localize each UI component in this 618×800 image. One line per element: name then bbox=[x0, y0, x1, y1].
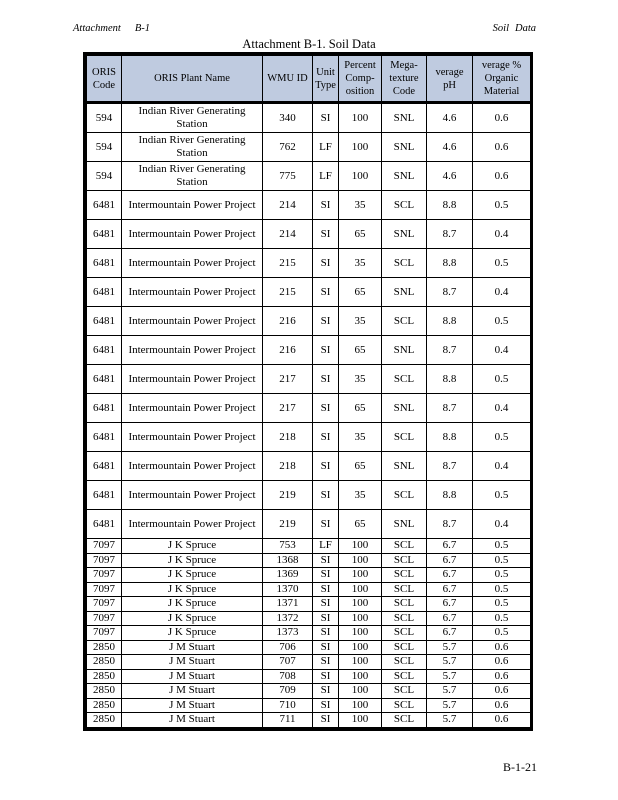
page-number: B-1-21 bbox=[503, 760, 537, 774]
cell-plant-name: Indian River Generating Station bbox=[122, 133, 263, 162]
cell-percent: 100 bbox=[339, 713, 382, 728]
cell-ph: 8.8 bbox=[427, 249, 473, 278]
header-soil-label: Soil bbox=[492, 23, 509, 34]
cell-wmu-id: 1373 bbox=[263, 626, 313, 641]
cell-oris-code: 6481 bbox=[87, 423, 122, 452]
cell-wmu-id: 215 bbox=[263, 249, 313, 278]
cell-oris-code: 7097 bbox=[87, 582, 122, 597]
cell-percent: 100 bbox=[339, 640, 382, 655]
col-header-oris-code: ORIS Code bbox=[87, 56, 122, 103]
cell-organic: 0.5 bbox=[473, 191, 531, 220]
cell-plant-name: J K Spruce bbox=[122, 553, 263, 568]
table-row bbox=[87, 481, 531, 510]
cell-plant-name: J K Spruce bbox=[122, 611, 263, 626]
cell-oris-code: 7097 bbox=[87, 539, 122, 554]
cell-organic: 0.6 bbox=[473, 698, 531, 713]
cell-plant-name: Intermountain Power Project bbox=[122, 220, 263, 249]
cell-oris-code: 6481 bbox=[87, 510, 122, 539]
cell-percent: 100 bbox=[339, 582, 382, 597]
cell-plant-name: J M Stuart bbox=[122, 698, 263, 713]
cell-organic: 0.4 bbox=[473, 220, 531, 249]
cell-oris-code: 7097 bbox=[87, 553, 122, 568]
table-row bbox=[87, 626, 531, 641]
table-row bbox=[87, 669, 531, 684]
cell-wmu-id: 775 bbox=[263, 162, 313, 191]
cell-ph: 8.8 bbox=[427, 365, 473, 394]
cell-unit-type: SI bbox=[313, 582, 339, 597]
cell-unit-type: LF bbox=[313, 162, 339, 191]
cell-texture-code: SCL bbox=[382, 539, 427, 554]
cell-plant-name: Intermountain Power Project bbox=[122, 452, 263, 481]
cell-unit-type: SI bbox=[313, 510, 339, 539]
cell-percent: 100 bbox=[339, 539, 382, 554]
table-row bbox=[87, 611, 531, 626]
cell-plant-name: Intermountain Power Project bbox=[122, 481, 263, 510]
cell-oris-code: 7097 bbox=[87, 597, 122, 612]
cell-texture-code: SNL bbox=[382, 394, 427, 423]
header-attachment-number: B-1 bbox=[134, 23, 150, 34]
cell-organic: 0.4 bbox=[473, 394, 531, 423]
table-row bbox=[87, 191, 531, 220]
cell-oris-code: 594 bbox=[87, 162, 122, 191]
cell-organic: 0.6 bbox=[473, 162, 531, 191]
cell-texture-code: SCL bbox=[382, 191, 427, 220]
table-row bbox=[87, 568, 531, 583]
table-row bbox=[87, 220, 531, 249]
cell-oris-code: 6481 bbox=[87, 191, 122, 220]
col-header-megatexture-code: Mega-texture Code bbox=[382, 56, 427, 103]
running-header-left bbox=[73, 23, 164, 34]
cell-unit-type: SI bbox=[313, 568, 339, 583]
cell-percent: 100 bbox=[339, 626, 382, 641]
col-header-wmu-id: WMU ID bbox=[263, 56, 313, 103]
soil-data-table-container bbox=[83, 52, 533, 731]
cell-wmu-id: 219 bbox=[263, 481, 313, 510]
running-header-right bbox=[487, 23, 536, 34]
col-header-average-ph: verage pH bbox=[427, 56, 473, 103]
cell-organic: 0.5 bbox=[473, 582, 531, 597]
cell-unit-type: SI bbox=[313, 698, 339, 713]
cell-wmu-id: 217 bbox=[263, 365, 313, 394]
cell-plant-name: J K Spruce bbox=[122, 626, 263, 641]
cell-plant-name: Intermountain Power Project bbox=[122, 278, 263, 307]
cell-oris-code: 2850 bbox=[87, 655, 122, 670]
cell-oris-code: 6481 bbox=[87, 249, 122, 278]
cell-percent: 100 bbox=[339, 553, 382, 568]
col-header-average-organic: verage % Organic Material bbox=[473, 56, 531, 103]
cell-texture-code: SCL bbox=[382, 669, 427, 684]
cell-plant-name: Intermountain Power Project bbox=[122, 365, 263, 394]
cell-plant-name: Intermountain Power Project bbox=[122, 510, 263, 539]
cell-wmu-id: 708 bbox=[263, 669, 313, 684]
cell-organic: 0.5 bbox=[473, 611, 531, 626]
cell-ph: 8.7 bbox=[427, 220, 473, 249]
cell-wmu-id: 706 bbox=[263, 640, 313, 655]
cell-ph: 8.8 bbox=[427, 307, 473, 336]
table-row bbox=[87, 278, 531, 307]
cell-wmu-id: 214 bbox=[263, 220, 313, 249]
cell-unit-type: LF bbox=[313, 539, 339, 554]
cell-oris-code: 594 bbox=[87, 103, 122, 133]
cell-ph: 8.8 bbox=[427, 191, 473, 220]
table-row bbox=[87, 713, 531, 728]
cell-ph: 6.7 bbox=[427, 568, 473, 583]
table-header-row bbox=[87, 56, 531, 103]
cell-wmu-id: 753 bbox=[263, 539, 313, 554]
cell-organic: 0.4 bbox=[473, 278, 531, 307]
cell-percent: 35 bbox=[339, 423, 382, 452]
cell-organic: 0.5 bbox=[473, 553, 531, 568]
cell-oris-code: 2850 bbox=[87, 669, 122, 684]
cell-ph: 8.7 bbox=[427, 336, 473, 365]
cell-ph: 6.7 bbox=[427, 626, 473, 641]
cell-ph: 6.7 bbox=[427, 582, 473, 597]
cell-ph: 8.7 bbox=[427, 278, 473, 307]
cell-unit-type: SI bbox=[313, 713, 339, 728]
cell-organic: 0.5 bbox=[473, 481, 531, 510]
table-row bbox=[87, 103, 531, 133]
cell-oris-code: 7097 bbox=[87, 568, 122, 583]
cell-texture-code: SNL bbox=[382, 133, 427, 162]
cell-unit-type: SI bbox=[313, 423, 339, 452]
cell-wmu-id: 710 bbox=[263, 698, 313, 713]
cell-texture-code: SNL bbox=[382, 103, 427, 133]
cell-percent: 65 bbox=[339, 510, 382, 539]
cell-unit-type: SI bbox=[313, 481, 339, 510]
cell-percent: 100 bbox=[339, 597, 382, 612]
cell-texture-code: SNL bbox=[382, 162, 427, 191]
cell-organic: 0.6 bbox=[473, 655, 531, 670]
table-row bbox=[87, 655, 531, 670]
cell-texture-code: SCL bbox=[382, 249, 427, 278]
cell-percent: 65 bbox=[339, 452, 382, 481]
cell-plant-name: Indian River Generating Station bbox=[122, 103, 263, 133]
cell-ph: 5.7 bbox=[427, 640, 473, 655]
cell-unit-type: SI bbox=[313, 626, 339, 641]
table-row bbox=[87, 684, 531, 699]
cell-unit-type: SI bbox=[313, 336, 339, 365]
cell-wmu-id: 219 bbox=[263, 510, 313, 539]
cell-oris-code: 6481 bbox=[87, 278, 122, 307]
cell-plant-name: J M Stuart bbox=[122, 655, 263, 670]
cell-unit-type: SI bbox=[313, 249, 339, 278]
cell-unit-type: SI bbox=[313, 103, 339, 133]
cell-percent: 65 bbox=[339, 278, 382, 307]
cell-wmu-id: 1368 bbox=[263, 553, 313, 568]
cell-ph: 4.6 bbox=[427, 103, 473, 133]
cell-texture-code: SCL bbox=[382, 611, 427, 626]
col-header-unit-type: Unit Type bbox=[313, 56, 339, 103]
cell-oris-code: 6481 bbox=[87, 336, 122, 365]
cell-plant-name: Indian River Generating Station bbox=[122, 162, 263, 191]
cell-plant-name: Intermountain Power Project bbox=[122, 336, 263, 365]
cell-plant-name: J K Spruce bbox=[122, 568, 263, 583]
cell-ph: 5.7 bbox=[427, 684, 473, 699]
cell-organic: 0.5 bbox=[473, 249, 531, 278]
cell-ph: 8.7 bbox=[427, 510, 473, 539]
cell-percent: 100 bbox=[339, 669, 382, 684]
cell-percent: 100 bbox=[339, 568, 382, 583]
cell-wmu-id: 1371 bbox=[263, 597, 313, 612]
cell-ph: 6.7 bbox=[427, 597, 473, 612]
cell-wmu-id: 711 bbox=[263, 713, 313, 728]
cell-wmu-id: 216 bbox=[263, 307, 313, 336]
cell-ph: 8.8 bbox=[427, 481, 473, 510]
cell-texture-code: SCL bbox=[382, 423, 427, 452]
cell-ph: 8.7 bbox=[427, 394, 473, 423]
cell-unit-type: SI bbox=[313, 220, 339, 249]
cell-texture-code: SCL bbox=[382, 307, 427, 336]
cell-percent: 35 bbox=[339, 191, 382, 220]
cell-organic: 0.5 bbox=[473, 626, 531, 641]
cell-wmu-id: 1370 bbox=[263, 582, 313, 597]
cell-organic: 0.6 bbox=[473, 133, 531, 162]
cell-wmu-id: 217 bbox=[263, 394, 313, 423]
cell-unit-type: SI bbox=[313, 669, 339, 684]
cell-plant-name: J M Stuart bbox=[122, 713, 263, 728]
cell-texture-code: SNL bbox=[382, 452, 427, 481]
cell-unit-type: SI bbox=[313, 191, 339, 220]
cell-ph: 5.7 bbox=[427, 669, 473, 684]
cell-organic: 0.5 bbox=[473, 568, 531, 583]
cell-unit-type: SI bbox=[313, 452, 339, 481]
cell-unit-type: SI bbox=[313, 278, 339, 307]
cell-ph: 6.7 bbox=[427, 539, 473, 554]
cell-ph: 5.7 bbox=[427, 698, 473, 713]
cell-organic: 0.6 bbox=[473, 640, 531, 655]
table-row bbox=[87, 597, 531, 612]
cell-oris-code: 594 bbox=[87, 133, 122, 162]
cell-percent: 100 bbox=[339, 133, 382, 162]
cell-oris-code: 2850 bbox=[87, 684, 122, 699]
cell-wmu-id: 216 bbox=[263, 336, 313, 365]
cell-plant-name: J K Spruce bbox=[122, 539, 263, 554]
cell-ph: 5.7 bbox=[427, 713, 473, 728]
cell-wmu-id: 762 bbox=[263, 133, 313, 162]
cell-oris-code: 7097 bbox=[87, 626, 122, 641]
cell-texture-code: SCL bbox=[382, 597, 427, 612]
cell-organic: 0.5 bbox=[473, 307, 531, 336]
cell-percent: 35 bbox=[339, 249, 382, 278]
cell-oris-code: 2850 bbox=[87, 713, 122, 728]
cell-ph: 6.7 bbox=[427, 611, 473, 626]
cell-organic: 0.5 bbox=[473, 539, 531, 554]
table-row bbox=[87, 336, 531, 365]
cell-oris-code: 6481 bbox=[87, 307, 122, 336]
cell-percent: 65 bbox=[339, 336, 382, 365]
cell-unit-type: SI bbox=[313, 394, 339, 423]
cell-oris-code: 6481 bbox=[87, 365, 122, 394]
cell-percent: 35 bbox=[339, 481, 382, 510]
cell-texture-code: SNL bbox=[382, 336, 427, 365]
cell-wmu-id: 709 bbox=[263, 684, 313, 699]
table-body bbox=[87, 103, 531, 728]
cell-unit-type: SI bbox=[313, 365, 339, 394]
table-row bbox=[87, 162, 531, 191]
cell-plant-name: J K Spruce bbox=[122, 582, 263, 597]
cell-plant-name: J K Spruce bbox=[122, 597, 263, 612]
table-row bbox=[87, 307, 531, 336]
cell-oris-code: 2850 bbox=[87, 640, 122, 655]
cell-organic: 0.6 bbox=[473, 713, 531, 728]
cell-oris-code: 6481 bbox=[87, 394, 122, 423]
cell-unit-type: SI bbox=[313, 307, 339, 336]
cell-ph: 4.6 bbox=[427, 162, 473, 191]
table-row bbox=[87, 582, 531, 597]
header-attachment-label: Attachment bbox=[73, 23, 121, 34]
cell-plant-name: Intermountain Power Project bbox=[122, 394, 263, 423]
cell-texture-code: SCL bbox=[382, 640, 427, 655]
cell-percent: 65 bbox=[339, 220, 382, 249]
cell-texture-code: SCL bbox=[382, 713, 427, 728]
cell-organic: 0.6 bbox=[473, 669, 531, 684]
header-data-label: Data bbox=[515, 23, 536, 34]
cell-plant-name: J M Stuart bbox=[122, 669, 263, 684]
cell-organic: 0.5 bbox=[473, 423, 531, 452]
cell-organic: 0.5 bbox=[473, 365, 531, 394]
cell-plant-name: Intermountain Power Project bbox=[122, 307, 263, 336]
table-row bbox=[87, 423, 531, 452]
cell-plant-name: J M Stuart bbox=[122, 640, 263, 655]
cell-organic: 0.4 bbox=[473, 336, 531, 365]
table-row bbox=[87, 698, 531, 713]
cell-unit-type: SI bbox=[313, 553, 339, 568]
table-row bbox=[87, 452, 531, 481]
cell-wmu-id: 1369 bbox=[263, 568, 313, 583]
cell-wmu-id: 340 bbox=[263, 103, 313, 133]
table-row bbox=[87, 394, 531, 423]
col-header-percent-composition: Percent Comp-osition bbox=[339, 56, 382, 103]
cell-texture-code: SCL bbox=[382, 582, 427, 597]
cell-wmu-id: 218 bbox=[263, 423, 313, 452]
cell-plant-name: Intermountain Power Project bbox=[122, 191, 263, 220]
cell-percent: 35 bbox=[339, 365, 382, 394]
cell-plant-name: Intermountain Power Project bbox=[122, 423, 263, 452]
cell-wmu-id: 218 bbox=[263, 452, 313, 481]
table-title: Attachment B-1. Soil Data bbox=[242, 37, 376, 51]
table-row bbox=[87, 365, 531, 394]
table-row bbox=[87, 539, 531, 554]
cell-oris-code: 6481 bbox=[87, 220, 122, 249]
col-header-plant-name: ORIS Plant Name bbox=[122, 56, 263, 103]
cell-percent: 100 bbox=[339, 698, 382, 713]
cell-wmu-id: 1372 bbox=[263, 611, 313, 626]
cell-texture-code: SCL bbox=[382, 655, 427, 670]
cell-texture-code: SCL bbox=[382, 698, 427, 713]
cell-organic: 0.4 bbox=[473, 510, 531, 539]
cell-unit-type: SI bbox=[313, 655, 339, 670]
cell-unit-type: LF bbox=[313, 133, 339, 162]
cell-ph: 6.7 bbox=[427, 553, 473, 568]
cell-unit-type: SI bbox=[313, 611, 339, 626]
cell-ph: 8.7 bbox=[427, 452, 473, 481]
cell-texture-code: SCL bbox=[382, 684, 427, 699]
cell-texture-code: SCL bbox=[382, 626, 427, 641]
cell-oris-code: 2850 bbox=[87, 698, 122, 713]
cell-wmu-id: 215 bbox=[263, 278, 313, 307]
cell-plant-name: Intermountain Power Project bbox=[122, 249, 263, 278]
cell-percent: 100 bbox=[339, 611, 382, 626]
cell-organic: 0.5 bbox=[473, 597, 531, 612]
cell-texture-code: SNL bbox=[382, 220, 427, 249]
cell-percent: 100 bbox=[339, 103, 382, 133]
cell-percent: 100 bbox=[339, 162, 382, 191]
table-row bbox=[87, 510, 531, 539]
cell-wmu-id: 214 bbox=[263, 191, 313, 220]
cell-percent: 65 bbox=[339, 394, 382, 423]
cell-texture-code: SCL bbox=[382, 553, 427, 568]
cell-oris-code: 6481 bbox=[87, 481, 122, 510]
cell-percent: 100 bbox=[339, 684, 382, 699]
table-row bbox=[87, 133, 531, 162]
cell-organic: 0.6 bbox=[473, 103, 531, 133]
cell-organic: 0.6 bbox=[473, 684, 531, 699]
cell-oris-code: 7097 bbox=[87, 611, 122, 626]
cell-unit-type: SI bbox=[313, 640, 339, 655]
cell-oris-code: 6481 bbox=[87, 452, 122, 481]
cell-ph: 8.8 bbox=[427, 423, 473, 452]
table-row bbox=[87, 553, 531, 568]
soil-data-table bbox=[86, 55, 531, 728]
cell-organic: 0.4 bbox=[473, 452, 531, 481]
cell-wmu-id: 707 bbox=[263, 655, 313, 670]
cell-unit-type: SI bbox=[313, 684, 339, 699]
cell-percent: 35 bbox=[339, 307, 382, 336]
cell-unit-type: SI bbox=[313, 597, 339, 612]
cell-plant-name: J M Stuart bbox=[122, 684, 263, 699]
cell-ph: 4.6 bbox=[427, 133, 473, 162]
table-row bbox=[87, 249, 531, 278]
cell-texture-code: SNL bbox=[382, 278, 427, 307]
cell-texture-code: SCL bbox=[382, 481, 427, 510]
cell-percent: 100 bbox=[339, 655, 382, 670]
cell-texture-code: SCL bbox=[382, 365, 427, 394]
cell-texture-code: SCL bbox=[382, 568, 427, 583]
cell-texture-code: SNL bbox=[382, 510, 427, 539]
cell-ph: 5.7 bbox=[427, 655, 473, 670]
table-row bbox=[87, 640, 531, 655]
